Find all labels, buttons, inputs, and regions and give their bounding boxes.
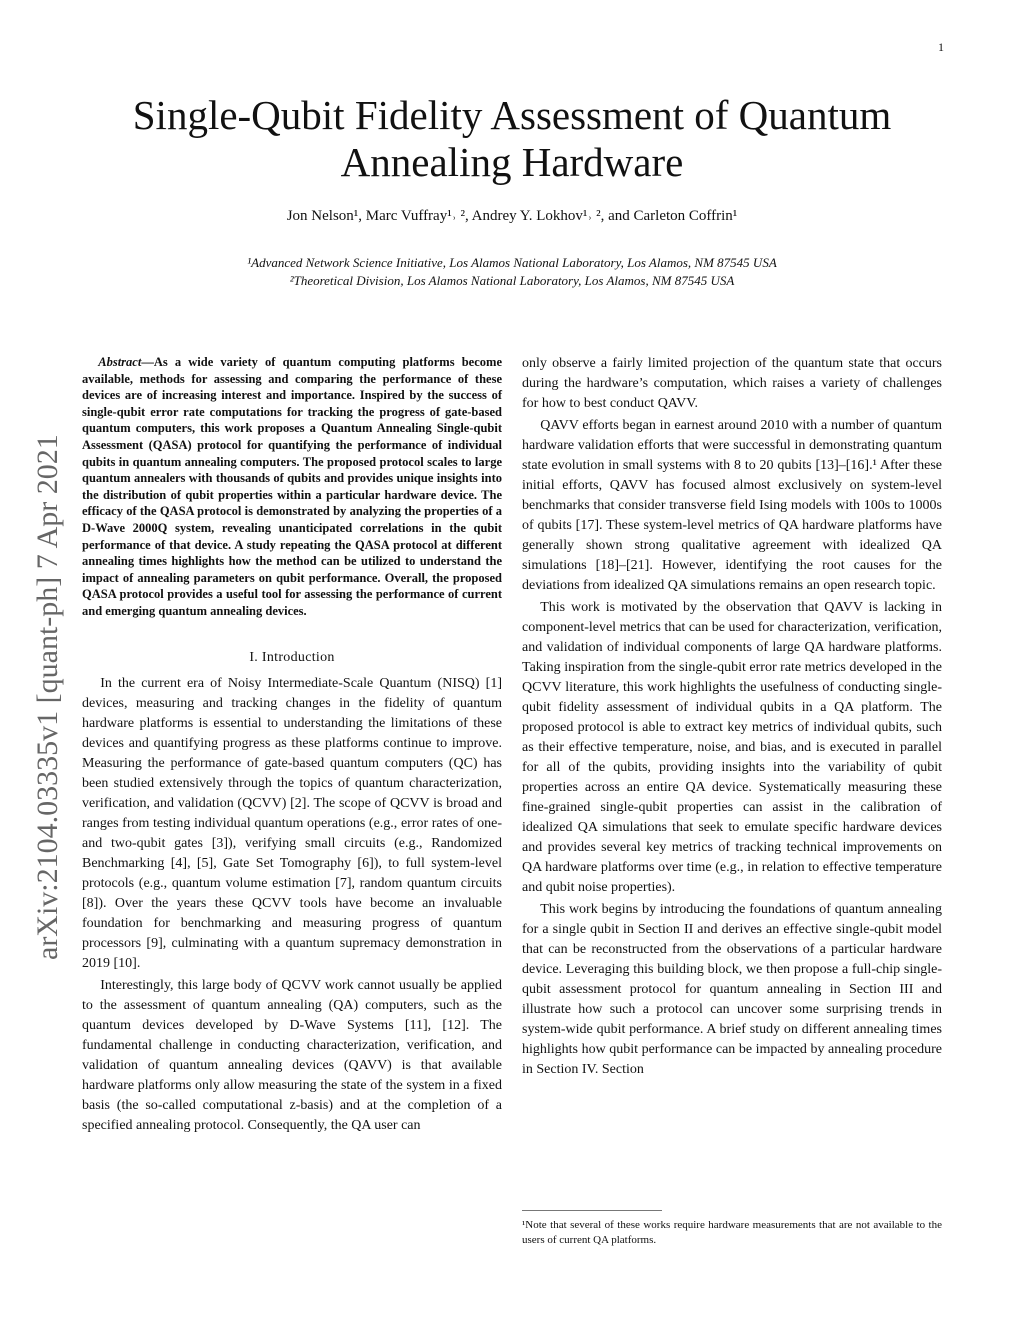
- right-column: [522, 354, 942, 1082]
- body-paragraph: Interestingly, this large body of QCVV work cannot usually be applied to the assessment of quantum annealing (QA) computers, such as the quantum devices developed by D-Wave Systems [11], [12]. The fundamental challenge in conducting characterization, verification, and validation of quantum annealing devices (QAVV) is that available hardware platforms only allow measuring the state of the system in a fixed basis (the so-called computational z-basis) and at the completion of a specified annealing protocol. Consequently, the QA user can: [82, 977, 502, 1133]
- page-number: 1: [938, 40, 944, 54]
- section-heading-introduction: I. Introduction: [249, 649, 335, 665]
- paper-title: Single-Qubit Fidelity Assessment of Quantum Annealing Hardware: [132, 92, 892, 185]
- body-paragraph: QAVV efforts began in earnest around 2010 with a number of quantum hardware validation efforts that were successful in demonstrating quantum state evolution in small systems with 8 to 20 qubits [13]–[16].¹ After these initial efforts, QAVV has focused almost exclusively on system-level benchmarks that consider transverse field Ising models with 100s to 1000s of qubits [17]. These system-level metrics of QA hardware platforms have generally shown strong qualitative agreement with idealized QA simulations [18]–[21]. However, identifying the root causes for the deviations from idealized QA simulations remains an open research topic.: [522, 418, 942, 593]
- abstract: [82, 354, 502, 620]
- abstract-text: —As a wide variety of quantum computing platforms become available, methods for assessing and comparing the performance of these devices are of increasing interest and importance. Inspired by the success of single-qubit error rate computations for tracking the progress of gate-based quantum computers, this work proposes a Quantum Annealing Single-qubit Assessment (QASA) protocol for quantifying the performance of individual qubits in quantum annealing computers. The proposed protocol scales to large quantum annealers with thousands of qubits and provides unique insights into the distribution of qubit properties within a particular hardware device. The efficacy of the QASA protocol is demonstrated by analyzing the properties of a D-Wave 2000Q system, revealing unanticipated correlations in the qubit performance of that device. A study repeating the QASA protocol at different annealing times highlights how the method can be utilized to understand the impact of annealing parameters on qubit performance. Overall, the proposed QASA protocol provides a useful tool for assessing the performance of current and emerging quantum annealing devices.: [82, 355, 502, 618]
- body-paragraph: only observe a fairly limited projection of the quantum state that occurs during the hardware’s computation, which raises a variety of challenges for how to best conduct QAVV.: [522, 356, 942, 411]
- affiliation-1: ¹Advanced Network Science Initiative, Los Alamos National Laboratory, Los Alamos, NM 87545 USA: [247, 255, 777, 270]
- abstract-label: Abstract: [98, 355, 142, 369]
- body-paragraph: This work begins by introducing the foundations of quantum annealing for a single qubit in Section II and derives an effective single-qubit model that can be reconstructed from the observations of a particular hardware device. Leveraging this building block, we then propose a full-chip single-qubit assessment protocol for quantum annealing in Section III and illustrate how such a protocol can uncover some surprising trends in system-wide qubit performance. A brief study on different annealing times highlights how qubit performance can be impacted by annealing procedure in Section IV. Section: [522, 902, 942, 1077]
- left-column: [82, 354, 502, 1138]
- footnote: ¹Note that several of these works require hardware measurements that are not available to the users of current QA platforms.: [522, 1219, 942, 1246]
- footnote-divider: [522, 1210, 662, 1211]
- affiliation-2: ²Theoretical Division, Los Alamos National Laboratory, Los Alamos, NM 87545 USA: [289, 273, 735, 288]
- arxiv-identifier-stamp: arXiv:2104.03335v1 [quant-ph] 7 Apr 2021: [31, 434, 64, 960]
- affiliations: [80, 254, 944, 290]
- author-list: Jon Nelson¹, Marc Vuffray¹˒ ², Andrey Y. Lokhov¹˒ ², and Carleton Coffrin¹: [286, 208, 738, 224]
- body-paragraph: This work is motivated by the observation that QAVV is lacking in component-level metrics that can be used for characterization, verification, and validation of individual components of large QA hardware platforms. Taking inspiration from the single-qubit error rate metrics developed in the QCVV literature, this work highlights the usefulness of conducting single-qubit fidelity assessment of individual qubits in a QA platform. The proposed protocol is able to extract key metrics of individual qubits, such as their effective temperature, noise, and bias, and is executed in parallel for all of the qubits, providing insights into the variability of qubit properties across an entire QA device. Systematically measuring these fine-grained single-qubit properties can assist in the calibration of idealized QA simulations that seek to emulate specific hardware devices and provides several key metrics of tracking technical improvements on QA hardware platforms over time (e.g., in relation to effective temperature and qubit noise properties).: [522, 600, 942, 895]
- body-paragraph: In the current era of Noisy Intermediate-Scale Quantum (NISQ) [1] devices, measuring and tracking changes in the fidelity of quantum hardware platforms is essential to understanding the limitations of these devices and quantifying progress as these platforms continue to improve. Measuring the performance of gate-based quantum computers (QC) has been studied extensively through the topics of quantum characterization, verification, and validation (QCVV) [2]. The scope of QCVV is broad and ranges from testing individual quantum operations (e.g., error rates of one- and two-qubit gates [3]), verifying small circuits (e.g., Randomized Benchmarking [4], [5], Gate Set Tomography [6]), to full system-level protocols (e.g., quantum volume estimation [7], random quantum circuits [8]). Over the years these QCVV tools have become an invaluable foundation for benchmarking and measuring progress of quantum processors [9], culminating with a quantum supremacy demonstration in 2019 [10].: [82, 675, 502, 971]
